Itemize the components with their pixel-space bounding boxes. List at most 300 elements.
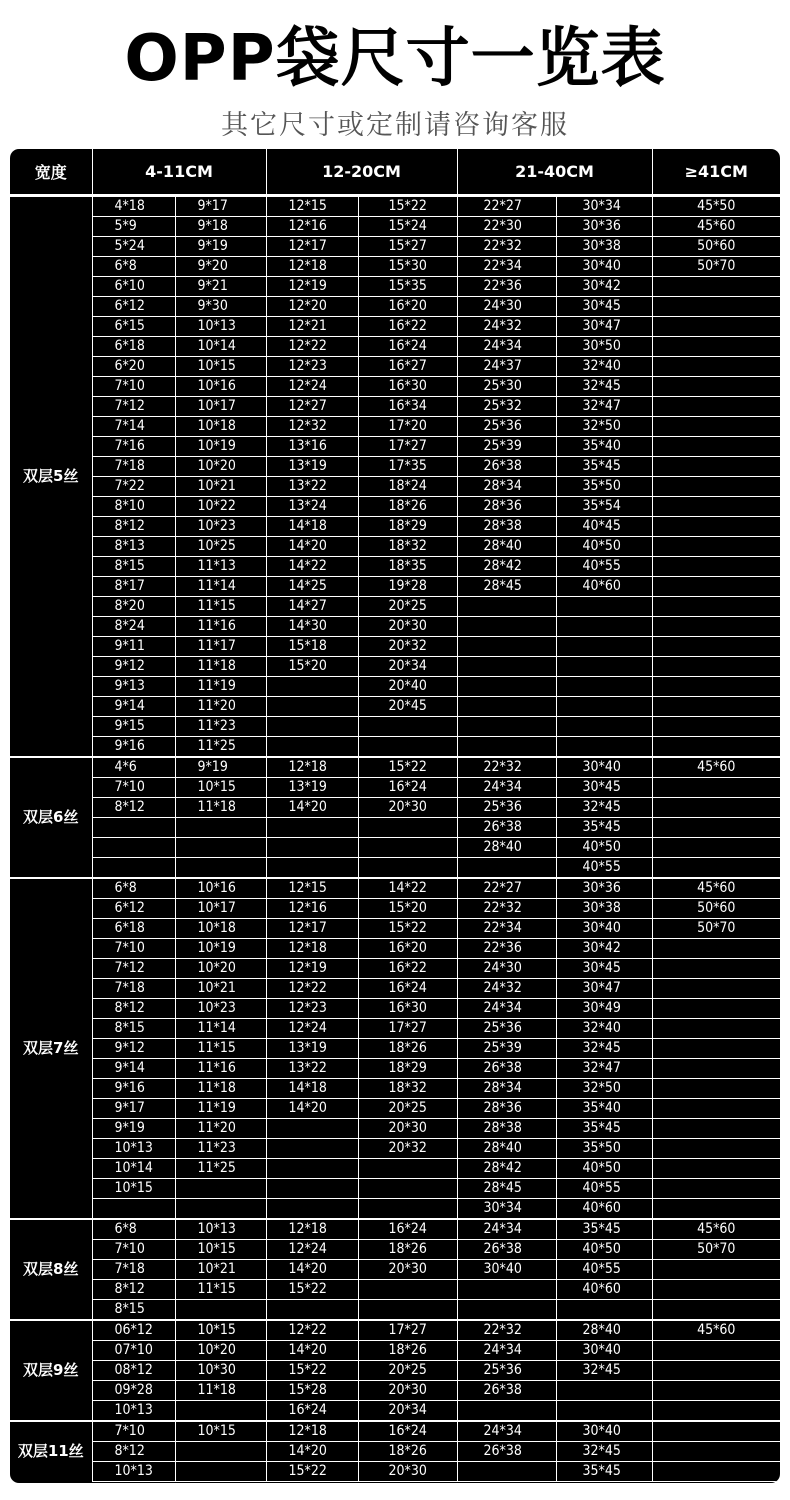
size-cell: 16*22 bbox=[358, 317, 457, 337]
size-cell: 24*34 bbox=[457, 999, 556, 1019]
size-cell: 45*50 bbox=[652, 196, 780, 217]
table-row bbox=[10, 457, 780, 477]
size-cell: 20*30 bbox=[358, 1119, 457, 1139]
size-cell bbox=[457, 637, 556, 657]
header-12-20cm: 12-20CM bbox=[266, 149, 457, 196]
size-cell bbox=[652, 1139, 780, 1159]
table-row bbox=[10, 1240, 780, 1260]
size-cell: 20*32 bbox=[358, 637, 457, 657]
size-cell: 28*34 bbox=[457, 477, 556, 497]
size-cell: 15*22 bbox=[358, 196, 457, 217]
size-cell: 30*47 bbox=[556, 317, 652, 337]
size-cell bbox=[652, 537, 780, 557]
size-cell: 10*19 bbox=[175, 939, 266, 959]
size-cell bbox=[652, 1179, 780, 1199]
table-row bbox=[10, 257, 780, 277]
size-cell: 28*40 bbox=[457, 838, 556, 858]
size-cell bbox=[652, 959, 780, 979]
size-cell bbox=[266, 717, 358, 737]
size-cell: 8*12 bbox=[92, 999, 175, 1019]
table-row bbox=[10, 657, 780, 677]
size-cell: 12*18 bbox=[266, 1219, 358, 1240]
size-cell: 40*60 bbox=[556, 1199, 652, 1220]
size-cell bbox=[358, 717, 457, 737]
table-row bbox=[10, 377, 780, 397]
size-cell: 12*21 bbox=[266, 317, 358, 337]
size-cell: 10*18 bbox=[175, 417, 266, 437]
size-cell: 13*19 bbox=[266, 778, 358, 798]
size-cell: 20*25 bbox=[358, 1099, 457, 1119]
size-cell: 10*13 bbox=[175, 1219, 266, 1240]
size-cell bbox=[652, 1199, 780, 1220]
size-cell bbox=[266, 818, 358, 838]
table-row bbox=[10, 1421, 780, 1442]
size-cell: 16*24 bbox=[358, 1421, 457, 1442]
size-cell bbox=[175, 838, 266, 858]
size-cell: 4*6 bbox=[92, 757, 175, 778]
size-cell: 20*25 bbox=[358, 1361, 457, 1381]
size-cell: 5*24 bbox=[92, 237, 175, 257]
size-cell: 10*15 bbox=[175, 357, 266, 377]
size-cell bbox=[652, 657, 780, 677]
size-cell: 24*34 bbox=[457, 1341, 556, 1361]
size-cell: 8*17 bbox=[92, 577, 175, 597]
size-cell: 8*12 bbox=[92, 1280, 175, 1300]
size-cell: 26*38 bbox=[457, 818, 556, 838]
size-cell: 25*36 bbox=[457, 1019, 556, 1039]
size-cell bbox=[652, 1059, 780, 1079]
table-row bbox=[10, 577, 780, 597]
size-cell: 45*60 bbox=[652, 757, 780, 778]
table-row bbox=[10, 1179, 780, 1199]
size-cell: 25*30 bbox=[457, 377, 556, 397]
size-cell bbox=[358, 1159, 457, 1179]
size-cell: 26*38 bbox=[457, 1442, 556, 1462]
size-cell bbox=[652, 297, 780, 317]
table-row bbox=[10, 617, 780, 637]
size-cell bbox=[652, 1361, 780, 1381]
size-cell: 20*45 bbox=[358, 697, 457, 717]
size-cell: 22*34 bbox=[457, 257, 556, 277]
size-cell: 12*20 bbox=[266, 297, 358, 317]
size-cell: 9*13 bbox=[92, 677, 175, 697]
size-cell: 30*47 bbox=[556, 979, 652, 999]
size-cell: 15*20 bbox=[358, 899, 457, 919]
size-cell: 9*19 bbox=[175, 757, 266, 778]
size-cell: 10*13 bbox=[92, 1462, 175, 1482]
size-cell: 50*70 bbox=[652, 919, 780, 939]
size-cell: 5*9 bbox=[92, 217, 175, 237]
size-cell: 10*13 bbox=[92, 1401, 175, 1422]
size-cell bbox=[457, 737, 556, 758]
thickness-label: 双层5丝 bbox=[23, 467, 79, 485]
table-row bbox=[10, 297, 780, 317]
size-cell bbox=[652, 939, 780, 959]
size-cell: 20*30 bbox=[358, 1381, 457, 1401]
size-cell: 10*23 bbox=[175, 999, 266, 1019]
size-cell: 10*17 bbox=[175, 899, 266, 919]
size-cell: 13*19 bbox=[266, 457, 358, 477]
size-cell: 25*32 bbox=[457, 397, 556, 417]
size-cell: 18*29 bbox=[358, 517, 457, 537]
size-cell: 10*30 bbox=[175, 1361, 266, 1381]
size-cell: 07*10 bbox=[92, 1341, 175, 1361]
size-cell: 6*20 bbox=[92, 357, 175, 377]
size-cell bbox=[358, 737, 457, 758]
size-cell: 10*14 bbox=[92, 1159, 175, 1179]
size-cell: 14*18 bbox=[266, 1079, 358, 1099]
size-cell: 22*36 bbox=[457, 939, 556, 959]
size-cell bbox=[652, 437, 780, 457]
size-cell: 15*22 bbox=[266, 1462, 358, 1482]
size-cell bbox=[652, 818, 780, 838]
size-cell: 9*11 bbox=[92, 637, 175, 657]
size-cell bbox=[652, 317, 780, 337]
size-cell: 20*25 bbox=[358, 597, 457, 617]
table-row bbox=[10, 517, 780, 537]
size-cell: 10*20 bbox=[175, 457, 266, 477]
size-cell: 32*50 bbox=[556, 417, 652, 437]
size-cell: 14*25 bbox=[266, 577, 358, 597]
size-cell: 32*45 bbox=[556, 377, 652, 397]
size-cell bbox=[92, 1199, 175, 1220]
size-cell bbox=[652, 717, 780, 737]
size-cell: 30*36 bbox=[556, 878, 652, 899]
size-cell: 10*25 bbox=[175, 537, 266, 557]
size-cell: 11*15 bbox=[175, 597, 266, 617]
size-cell: 8*12 bbox=[92, 798, 175, 818]
size-cell: 6*8 bbox=[92, 878, 175, 899]
size-cell bbox=[652, 1039, 780, 1059]
size-table bbox=[10, 149, 780, 1482]
size-cell bbox=[556, 1300, 652, 1321]
size-cell: 22*32 bbox=[457, 237, 556, 257]
table-row bbox=[10, 1159, 780, 1179]
size-cell bbox=[457, 717, 556, 737]
size-cell: 15*22 bbox=[358, 757, 457, 778]
size-cell bbox=[652, 798, 780, 818]
size-cell bbox=[556, 717, 652, 737]
size-cell: 9*12 bbox=[92, 1039, 175, 1059]
size-cell: 35*40 bbox=[556, 1099, 652, 1119]
size-cell: 10*23 bbox=[175, 517, 266, 537]
size-cell bbox=[556, 1401, 652, 1422]
size-cell: 40*55 bbox=[556, 1260, 652, 1280]
size-cell: 28*40 bbox=[457, 537, 556, 557]
size-cell: 25*36 bbox=[457, 417, 556, 437]
size-cell: 20*30 bbox=[358, 617, 457, 637]
size-cell: 12*32 bbox=[266, 417, 358, 437]
size-cell: 24*37 bbox=[457, 357, 556, 377]
size-cell: 8*20 bbox=[92, 597, 175, 617]
table-row bbox=[10, 818, 780, 838]
size-cell: 35*50 bbox=[556, 1139, 652, 1159]
size-cell: 6*18 bbox=[92, 337, 175, 357]
size-cell: 18*26 bbox=[358, 497, 457, 517]
table-row bbox=[10, 1139, 780, 1159]
size-cell: 40*60 bbox=[556, 1280, 652, 1300]
size-cell: 30*40 bbox=[556, 919, 652, 939]
size-cell bbox=[358, 1280, 457, 1300]
size-cell: 24*34 bbox=[457, 1421, 556, 1442]
size-cell: 9*18 bbox=[175, 217, 266, 237]
table-row bbox=[10, 1199, 780, 1220]
size-cell: 10*21 bbox=[175, 1260, 266, 1280]
size-cell: 8*15 bbox=[92, 1300, 175, 1321]
size-cell bbox=[652, 497, 780, 517]
size-cell bbox=[457, 597, 556, 617]
size-cell: 20*34 bbox=[358, 1401, 457, 1422]
size-cell bbox=[457, 677, 556, 697]
table-row bbox=[10, 597, 780, 617]
table-row bbox=[10, 1341, 780, 1361]
size-cell: 7*22 bbox=[92, 477, 175, 497]
table-row bbox=[10, 1442, 780, 1462]
header-21-40cm: 21-40CM bbox=[457, 149, 652, 196]
size-cell: 22*32 bbox=[457, 1320, 556, 1341]
size-cell bbox=[652, 1019, 780, 1039]
size-cell: 6*15 bbox=[92, 317, 175, 337]
size-cell: 24*30 bbox=[457, 297, 556, 317]
size-cell: 15*28 bbox=[266, 1381, 358, 1401]
size-cell: 16*20 bbox=[358, 297, 457, 317]
size-cell: 28*38 bbox=[457, 517, 556, 537]
size-cell: 12*22 bbox=[266, 337, 358, 357]
size-cell: 14*27 bbox=[266, 597, 358, 617]
size-cell bbox=[266, 838, 358, 858]
thickness-label: 双层9丝 bbox=[10, 1320, 92, 1421]
table-row bbox=[10, 717, 780, 737]
size-cell: 25*36 bbox=[457, 798, 556, 818]
table-row bbox=[10, 778, 780, 798]
size-cell: 24*34 bbox=[457, 778, 556, 798]
size-cell: 10*15 bbox=[92, 1179, 175, 1199]
size-cell bbox=[652, 637, 780, 657]
size-cell: 6*18 bbox=[92, 919, 175, 939]
size-cell: 20*40 bbox=[358, 677, 457, 697]
size-cell: 16*24 bbox=[358, 1219, 457, 1240]
size-cell: 16*24 bbox=[358, 778, 457, 798]
size-cell: 16*20 bbox=[358, 939, 457, 959]
size-cell bbox=[652, 517, 780, 537]
size-cell bbox=[457, 1462, 556, 1482]
size-cell bbox=[266, 677, 358, 697]
thickness-label: 双层8丝 bbox=[10, 1219, 92, 1320]
size-cell: 9*17 bbox=[175, 196, 266, 217]
table-row bbox=[10, 1361, 780, 1381]
size-cell: 9*17 bbox=[92, 1099, 175, 1119]
size-cell: 30*40 bbox=[457, 1260, 556, 1280]
size-cell bbox=[652, 778, 780, 798]
size-cell: 30*49 bbox=[556, 999, 652, 1019]
size-cell: 45*60 bbox=[652, 878, 780, 899]
size-cell: 12*24 bbox=[266, 377, 358, 397]
size-cell: 9*19 bbox=[175, 237, 266, 257]
size-cell: 40*50 bbox=[556, 1240, 652, 1260]
size-cell: 6*12 bbox=[92, 899, 175, 919]
size-cell bbox=[556, 617, 652, 637]
size-cell: 30*38 bbox=[556, 899, 652, 919]
size-cell: 30*45 bbox=[556, 959, 652, 979]
size-cell: 22*30 bbox=[457, 217, 556, 237]
size-cell: 8*24 bbox=[92, 617, 175, 637]
size-cell: 40*45 bbox=[556, 517, 652, 537]
table-header-row bbox=[10, 149, 780, 196]
size-cell: 11*13 bbox=[175, 557, 266, 577]
size-cell bbox=[457, 697, 556, 717]
size-cell bbox=[652, 557, 780, 577]
size-cell: 26*38 bbox=[457, 457, 556, 477]
size-cell bbox=[652, 677, 780, 697]
table-row bbox=[10, 757, 780, 778]
size-cell bbox=[358, 1179, 457, 1199]
size-cell: 40*50 bbox=[556, 537, 652, 557]
size-cell: 22*27 bbox=[457, 878, 556, 899]
size-cell: 12*23 bbox=[266, 357, 358, 377]
size-cell: 10*20 bbox=[175, 1341, 266, 1361]
size-cell: 14*22 bbox=[266, 557, 358, 577]
size-cell: 12*23 bbox=[266, 999, 358, 1019]
size-cell bbox=[266, 1119, 358, 1139]
size-cell: 22*36 bbox=[457, 277, 556, 297]
size-cell: 11*19 bbox=[175, 1099, 266, 1119]
size-cell bbox=[652, 337, 780, 357]
size-cell: 28*42 bbox=[457, 1159, 556, 1179]
size-cell bbox=[652, 1341, 780, 1361]
size-cell: 50*70 bbox=[652, 1240, 780, 1260]
table-row bbox=[10, 196, 780, 217]
size-cell: 14*20 bbox=[266, 1260, 358, 1280]
size-cell: 15*24 bbox=[358, 217, 457, 237]
table-row bbox=[10, 1381, 780, 1401]
size-cell: 8*12 bbox=[92, 517, 175, 537]
size-cell: 45*60 bbox=[652, 217, 780, 237]
size-cell bbox=[652, 999, 780, 1019]
size-cell: 20*30 bbox=[358, 1260, 457, 1280]
size-cell: 16*27 bbox=[358, 357, 457, 377]
size-cell: 11*16 bbox=[175, 1059, 266, 1079]
size-cell: 35*54 bbox=[556, 497, 652, 517]
size-cell bbox=[457, 657, 556, 677]
size-cell bbox=[175, 818, 266, 838]
size-cell: 8*12 bbox=[92, 1442, 175, 1462]
size-cell bbox=[358, 838, 457, 858]
size-cell bbox=[92, 818, 175, 838]
table-row bbox=[10, 677, 780, 697]
size-cell: 9*20 bbox=[175, 257, 266, 277]
size-cell: 16*24 bbox=[358, 979, 457, 999]
size-cell bbox=[652, 477, 780, 497]
size-cell: 7*10 bbox=[92, 1421, 175, 1442]
table-row bbox=[10, 919, 780, 939]
table-row bbox=[10, 1260, 780, 1280]
size-cell bbox=[457, 858, 556, 879]
size-cell: 24*34 bbox=[457, 337, 556, 357]
size-cell bbox=[266, 737, 358, 758]
size-cell bbox=[457, 1280, 556, 1300]
size-cell bbox=[652, 697, 780, 717]
size-cell: 18*32 bbox=[358, 1079, 457, 1099]
size-cell: 26*38 bbox=[457, 1240, 556, 1260]
table-row bbox=[10, 999, 780, 1019]
size-cell bbox=[358, 858, 457, 879]
size-cell: 7*10 bbox=[92, 1240, 175, 1260]
size-cell: 30*40 bbox=[556, 1341, 652, 1361]
size-cell: 11*18 bbox=[175, 1079, 266, 1099]
size-cell: 7*18 bbox=[92, 979, 175, 999]
size-cell bbox=[92, 858, 175, 879]
size-cell: 9*14 bbox=[92, 697, 175, 717]
size-cell bbox=[652, 858, 780, 879]
size-cell: 30*40 bbox=[556, 257, 652, 277]
table-row bbox=[10, 497, 780, 517]
table-row bbox=[10, 697, 780, 717]
size-cell: 12*17 bbox=[266, 919, 358, 939]
size-cell: 10*16 bbox=[175, 878, 266, 899]
size-cell: 10*15 bbox=[175, 1320, 266, 1341]
size-cell: 14*18 bbox=[266, 517, 358, 537]
table-row bbox=[10, 237, 780, 257]
table-row bbox=[10, 858, 780, 879]
size-cell bbox=[175, 1442, 266, 1462]
size-cell: 28*40 bbox=[556, 1320, 652, 1341]
size-cell: 25*39 bbox=[457, 1039, 556, 1059]
size-cell: 30*34 bbox=[457, 1199, 556, 1220]
size-cell: 10*21 bbox=[175, 477, 266, 497]
size-cell: 12*17 bbox=[266, 237, 358, 257]
size-cell: 12*24 bbox=[266, 1019, 358, 1039]
size-cell: 20*30 bbox=[358, 798, 457, 818]
table-row bbox=[10, 277, 780, 297]
size-cell: 30*40 bbox=[556, 1421, 652, 1442]
size-cell: 10*14 bbox=[175, 337, 266, 357]
size-cell bbox=[652, 1300, 780, 1321]
size-cell: 17*27 bbox=[358, 1320, 457, 1341]
table-row bbox=[10, 477, 780, 497]
size-cell: 10*13 bbox=[92, 1139, 175, 1159]
size-cell: 28*34 bbox=[457, 1079, 556, 1099]
size-cell: 35*45 bbox=[556, 818, 652, 838]
size-cell bbox=[652, 457, 780, 477]
table-row bbox=[10, 959, 780, 979]
size-cell: 30*34 bbox=[556, 196, 652, 217]
table-row bbox=[10, 217, 780, 237]
size-cell bbox=[652, 1159, 780, 1179]
size-cell bbox=[556, 637, 652, 657]
table-row bbox=[10, 1039, 780, 1059]
table-row bbox=[10, 1462, 780, 1482]
size-cell: 8*10 bbox=[92, 497, 175, 517]
size-cell: 30*42 bbox=[556, 277, 652, 297]
table-row bbox=[10, 737, 780, 758]
size-cell: 10*15 bbox=[175, 1240, 266, 1260]
size-cell bbox=[266, 697, 358, 717]
size-cell: 45*60 bbox=[652, 1320, 780, 1341]
table-row bbox=[10, 397, 780, 417]
size-cell: 14*22 bbox=[358, 878, 457, 899]
size-cell bbox=[652, 1079, 780, 1099]
size-cell: 30*50 bbox=[556, 337, 652, 357]
size-cell: 12*18 bbox=[266, 757, 358, 778]
table-row bbox=[10, 1079, 780, 1099]
size-cell: 14*20 bbox=[266, 1099, 358, 1119]
size-cell: 10*13 bbox=[175, 317, 266, 337]
size-cell bbox=[652, 838, 780, 858]
size-cell bbox=[652, 1421, 780, 1442]
size-cell: 28*36 bbox=[457, 497, 556, 517]
size-cell bbox=[266, 858, 358, 879]
size-cell: 24*32 bbox=[457, 317, 556, 337]
